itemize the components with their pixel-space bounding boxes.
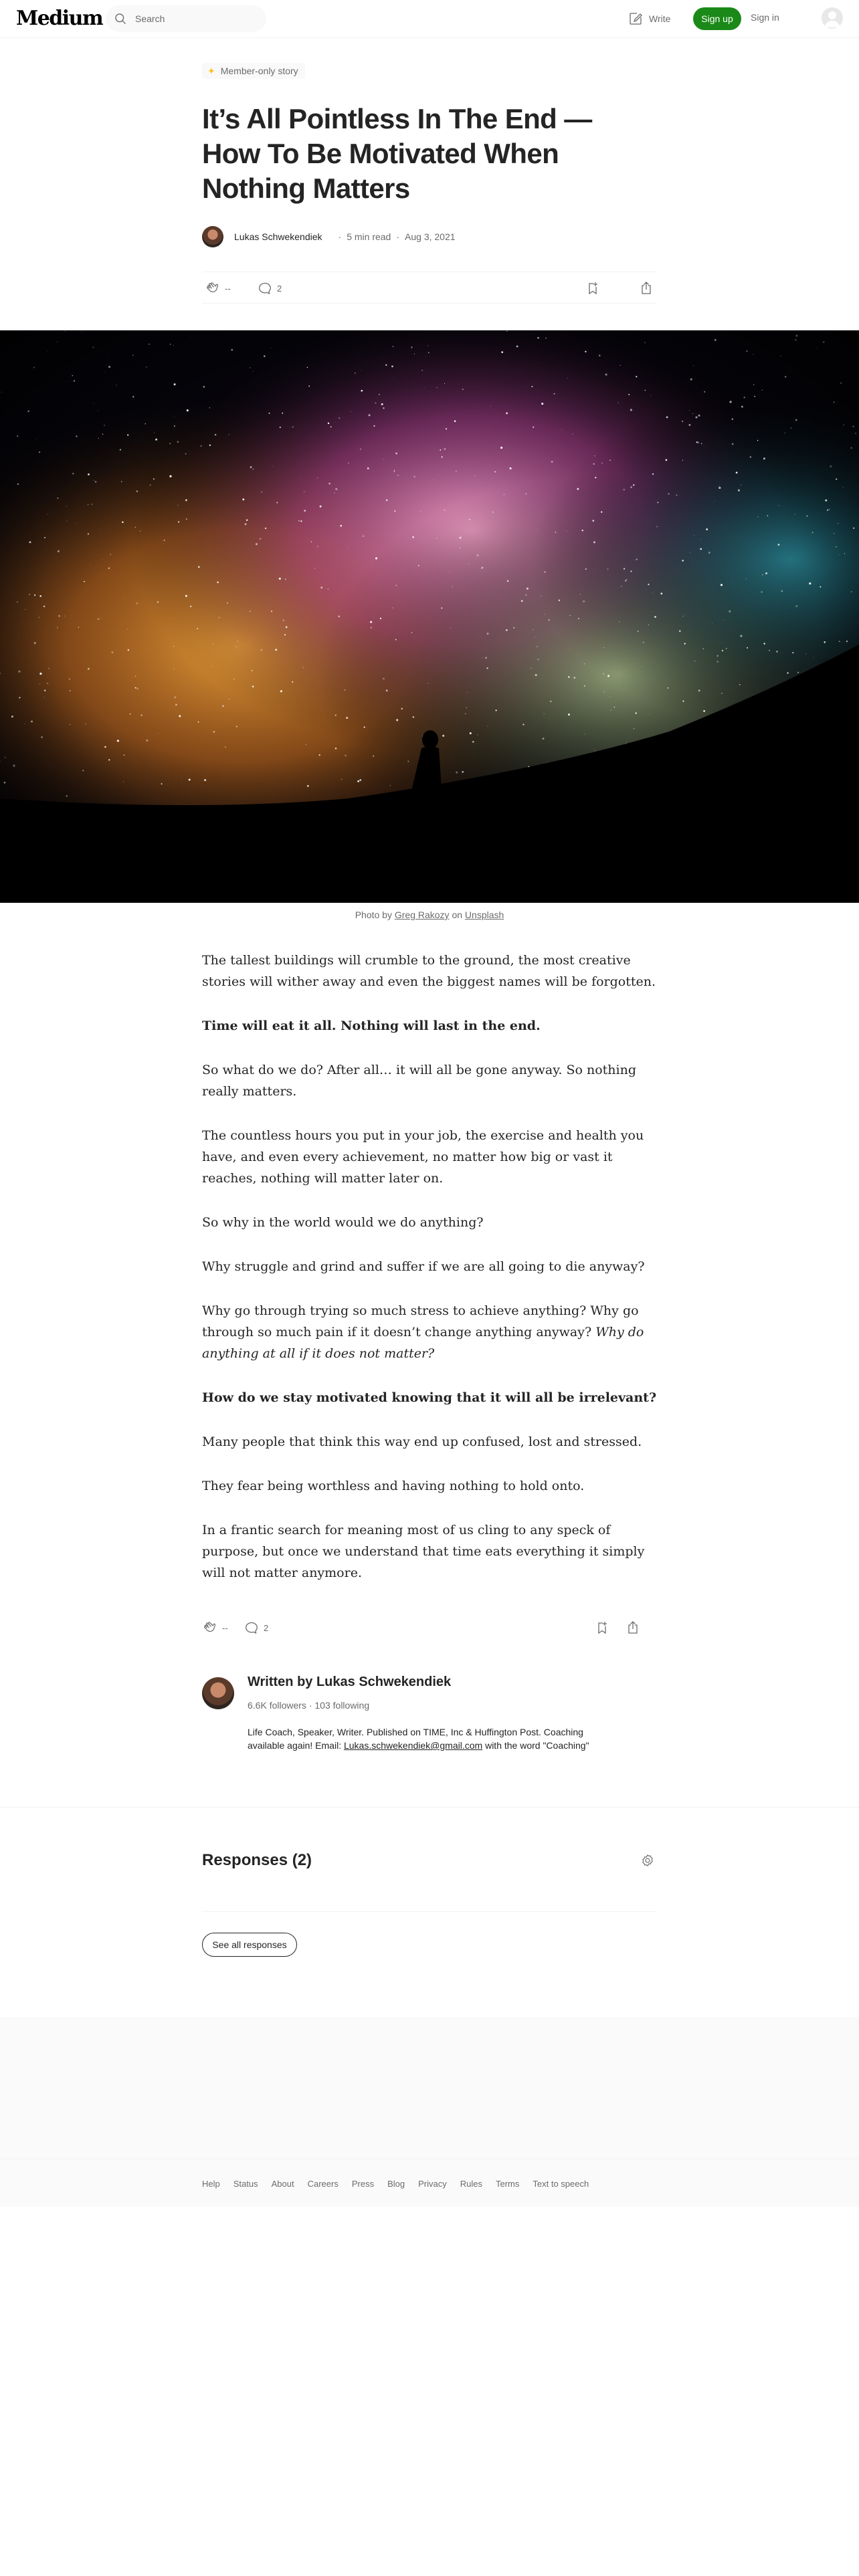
author-avatar[interactable] (202, 226, 223, 247)
article-title: It’s All Pointless In The End — How To Be Motivated When Nothing Matters (202, 103, 592, 204)
recommendations-area (0, 2017, 859, 2159)
caption-prefix: Photo by (355, 909, 395, 920)
comment-icon (244, 1620, 260, 1636)
author-name-link[interactable]: Lukas Schwekendiek (234, 231, 322, 242)
footer-link-about[interactable]: About (271, 2178, 294, 2189)
action-bar-bottom (202, 1612, 657, 1644)
paragraph: In a frantic search for meaning most of us cling to any speck of purpose, but once we understand that time eats everything it simply will not matter anymore. (202, 1523, 645, 1580)
article-body (202, 950, 657, 1606)
write-button[interactable] (628, 9, 670, 28)
member-only-label: Member-only story (220, 66, 298, 76)
search-input[interactable] (135, 5, 256, 32)
paragraph-text: Why go through trying so much stress to achieve anything? Why go through so much pain if it doesn’t change anything anyway? (202, 1303, 639, 1339)
followers-count[interactable]: 6.6K followers (248, 1700, 306, 1711)
paragraph: So what do we do? After all… it will all be gone anyway. So nothing really matters. (202, 1063, 637, 1099)
comment-button[interactable] (244, 1620, 268, 1636)
comment-count: 2 (277, 283, 282, 294)
responses-divider (202, 1911, 657, 1912)
paragraph: The countless hours you put in your job, the exercise and health you have, and even every achievement, no matter how big or vast it reaches, nothing will matter later on. (202, 1128, 644, 1186)
written-by-heading[interactable]: Written by Lukas Schwekendiek (248, 1675, 452, 1689)
clap-count: -- (225, 283, 231, 294)
member-only-badge (202, 63, 305, 79)
action-bar-top (202, 272, 657, 304)
clap-button[interactable] (205, 280, 231, 296)
search-box[interactable] (106, 5, 266, 32)
sign-up-button[interactable]: Sign up (693, 7, 741, 30)
see-all-responses-button[interactable]: See all responses (202, 1933, 297, 1957)
author-stats (248, 1700, 369, 1711)
write-label: Write (649, 13, 671, 24)
share-button[interactable] (638, 280, 654, 296)
image-caption (0, 909, 859, 920)
search-icon (114, 12, 127, 25)
bookmark-button[interactable] (594, 1620, 610, 1636)
clap-icon (205, 280, 221, 296)
night-sky-milky-way-image (0, 330, 859, 903)
footer-link-press[interactable]: Press (351, 2178, 375, 2189)
clap-icon (202, 1620, 218, 1636)
publish-date: Aug 3, 2021 (405, 231, 456, 242)
paragraph: Many people that think this way end up confused, lost and stressed. (202, 1434, 642, 1449)
user-avatar-icon (822, 7, 843, 29)
paragraph: They fear being worthless and having nothing to hold onto. (202, 1479, 585, 1493)
footer-link-careers[interactable]: Careers (307, 2178, 339, 2189)
italic-text: Why do anything at all if it does not matter? (202, 1325, 644, 1361)
share-icon (625, 1620, 641, 1636)
read-time: 5 min read (347, 231, 391, 242)
medium-logo[interactable]: Medium (16, 7, 103, 30)
paragraph: Why struggle and grind and suffer if we are all going to die anyway? (202, 1259, 645, 1274)
separator-dot: · (338, 231, 342, 242)
paragraph-bold (202, 1387, 657, 1408)
paragraph: So why in the world would we do anything? (202, 1215, 484, 1230)
comment-button[interactable] (257, 280, 282, 296)
separator-dot: · (308, 1700, 315, 1711)
bio-text: with the word "Coaching" (482, 1740, 589, 1751)
footer-link-rules[interactable]: Rules (460, 2178, 482, 2189)
bold-text: Time will eat it all. Nothing will last in the end. (202, 1018, 541, 1033)
footer-link-blog[interactable]: Blog (387, 2178, 405, 2189)
user-avatar[interactable] (822, 7, 843, 29)
footer-link-terms[interactable]: Terms (495, 2178, 520, 2189)
paragraph-bold (202, 1015, 657, 1037)
author-card (202, 1675, 657, 1775)
star-icon: ✦ (207, 65, 215, 76)
separator-dot: · (396, 231, 400, 242)
footer-link-text-to-speech[interactable]: Text to speech (533, 2178, 589, 2189)
bio-email-link[interactable]: Lukas.schwekendiek@gmail.com (343, 1740, 483, 1751)
share-icon (638, 280, 654, 296)
bold-text: How do we stay motivated knowing that it will all be irrelevant? (202, 1390, 657, 1405)
bio-text: Life Coach, Speaker, Writer. Published on TIME, Inc & Huffington Post. Coaching available again! Email: (248, 1727, 583, 1751)
bookmark-add-icon (585, 280, 601, 296)
bookmark-add-icon (594, 1620, 610, 1636)
author-bio (248, 1725, 595, 1752)
sign-in-link[interactable]: Sign in (751, 12, 779, 23)
following-count[interactable]: 103 following (314, 1700, 370, 1711)
top-navbar (0, 0, 859, 38)
responses-heading: Responses (2) (202, 1851, 312, 1869)
clap-count: -- (222, 1622, 228, 1633)
clap-button[interactable] (202, 1620, 228, 1636)
paragraph: The tallest buildings will crumble to the ground, the most creative stories will wither away and even the biggest names will be forgotten. (202, 953, 656, 989)
comment-icon (257, 280, 273, 296)
bookmark-button[interactable] (585, 280, 601, 296)
footer-link-privacy[interactable]: Privacy (418, 2178, 447, 2189)
comment-count: 2 (264, 1622, 269, 1633)
unsplash-link[interactable]: Unsplash (464, 909, 504, 920)
footer (0, 2159, 859, 2207)
caption-middle: on (449, 909, 465, 920)
footer-link-status[interactable]: Status (233, 2178, 258, 2189)
write-icon (628, 11, 644, 27)
share-button[interactable] (625, 1620, 641, 1636)
section-divider (0, 1807, 859, 1808)
byline (202, 223, 657, 250)
footer-links (202, 2159, 589, 2208)
paragraph (202, 1300, 657, 1364)
photographer-link[interactable]: Greg Rakozy (394, 909, 450, 920)
footer-link-help[interactable]: Help (202, 2178, 220, 2189)
hero-image[interactable] (0, 330, 859, 903)
author-card-avatar[interactable] (202, 1677, 234, 1709)
shield-settings-icon[interactable] (640, 1852, 656, 1868)
